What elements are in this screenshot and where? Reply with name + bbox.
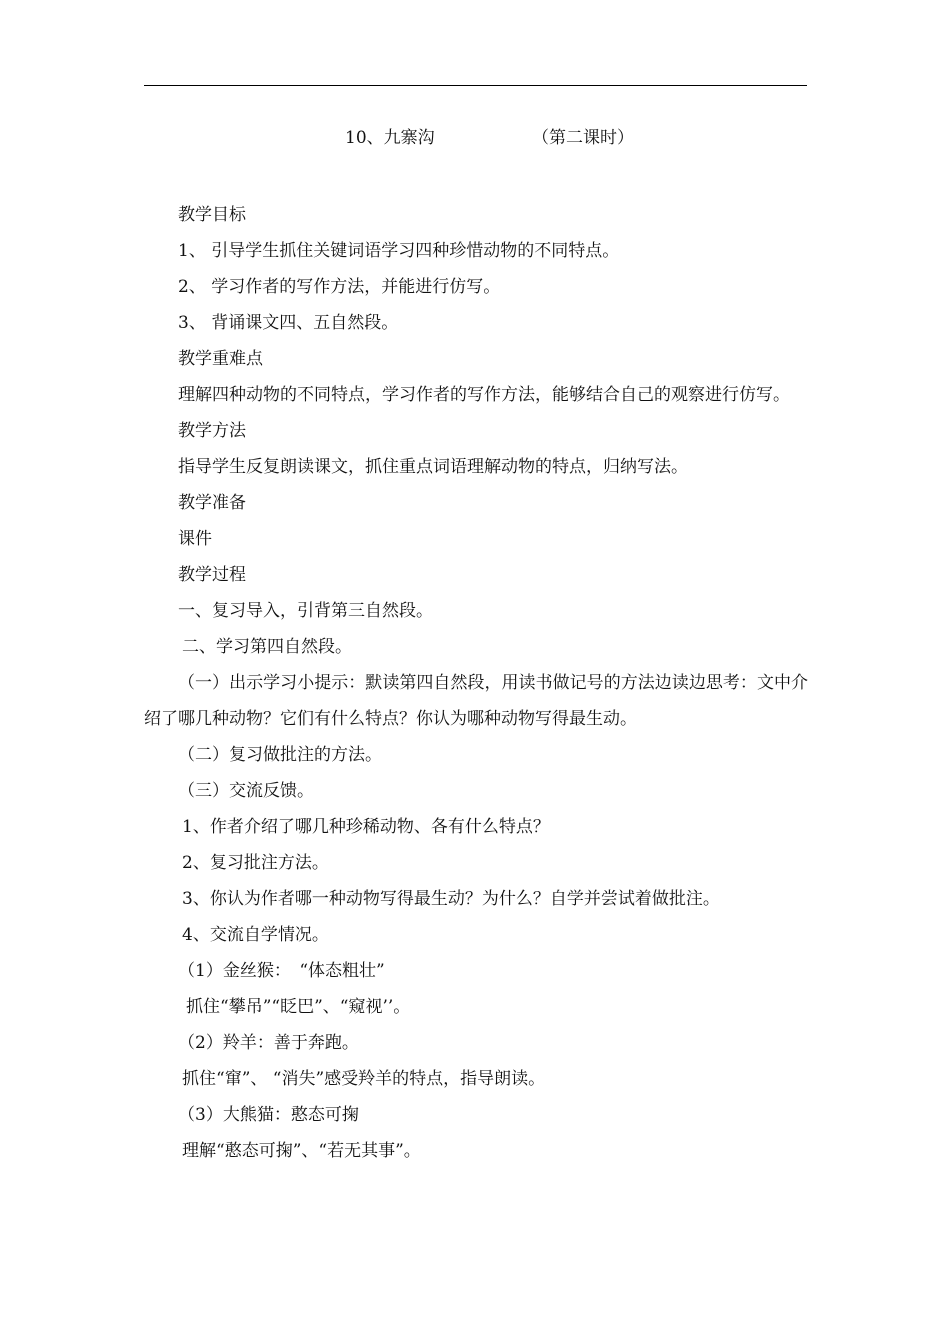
lesson-name: 10、九寨沟 xyxy=(345,128,435,148)
answer-3: （3）大熊猫：憨态可掬 xyxy=(178,1105,359,1125)
process-step-1: 一、复习导入，引背第三自然段。 xyxy=(178,601,433,621)
process-step-2: 二、学习第四自然段。 xyxy=(182,637,352,657)
preparation-heading: 教学准备 xyxy=(178,493,246,513)
question-4: 4、交流自学情况。 xyxy=(182,925,329,945)
objective-item-3: 3、 背诵课文四、五自然段。 xyxy=(178,313,399,333)
preparation-text: 课件 xyxy=(178,529,212,549)
methods-heading: 教学方法 xyxy=(178,421,246,441)
key-points-text: 理解四种动物的不同特点，学习作者的写作方法，能够结合自己的观察进行仿写。 xyxy=(178,385,790,405)
answer-1: （1）金丝猴： “体态粗壮” xyxy=(178,961,385,981)
process-sub-2: （二）复习做批注的方法。 xyxy=(178,745,382,765)
process-heading: 教学过程 xyxy=(178,565,246,585)
process-sub-3: （三）交流反馈。 xyxy=(178,781,314,801)
answer-2: （2）羚羊：善于奔跑。 xyxy=(178,1033,359,1053)
answer-3-note: 理解“憨态可掬”、“若无其事”。 xyxy=(182,1141,421,1161)
question-1: 1、作者介绍了哪几种珍稀动物、各有什么特点？ xyxy=(182,817,550,837)
answer-1-note: 抓住“攀吊”“眨巴”、“窥视’’。 xyxy=(186,997,411,1017)
key-points-heading: 教学重难点 xyxy=(178,349,263,369)
methods-text: 指导学生反复朗读课文，抓住重点词语理解动物的特点，归纳写法。 xyxy=(178,457,688,477)
header-rule xyxy=(144,85,807,86)
question-2: 2、复习批注方法。 xyxy=(182,853,329,873)
objective-item-1: 1、 引导学生抓住关键词语学习四种珍惜动物的不同特点。 xyxy=(178,241,620,261)
question-3: 3、你认为作者哪一种动物写得最生动？为什么？自学并尝试着做批注。 xyxy=(182,889,720,909)
objectives-heading: 教学目标 xyxy=(178,205,246,225)
objective-item-2: 2、 学习作者的写作方法，并能进行仿写。 xyxy=(178,277,501,297)
answer-2-note: 抓住“窜”、 “消失”感受羚羊的特点，指导朗读。 xyxy=(182,1069,546,1089)
document-body xyxy=(144,197,808,1169)
process-sub-1: （一）出示学习小提示：默读第四自然段，用读书做记号的方法边读边思考：文中介绍了哪几种动物？它们有什么特点？你认为哪种动物写得最生动。 xyxy=(144,673,808,729)
lesson-period: （第二课时） xyxy=(532,128,634,148)
